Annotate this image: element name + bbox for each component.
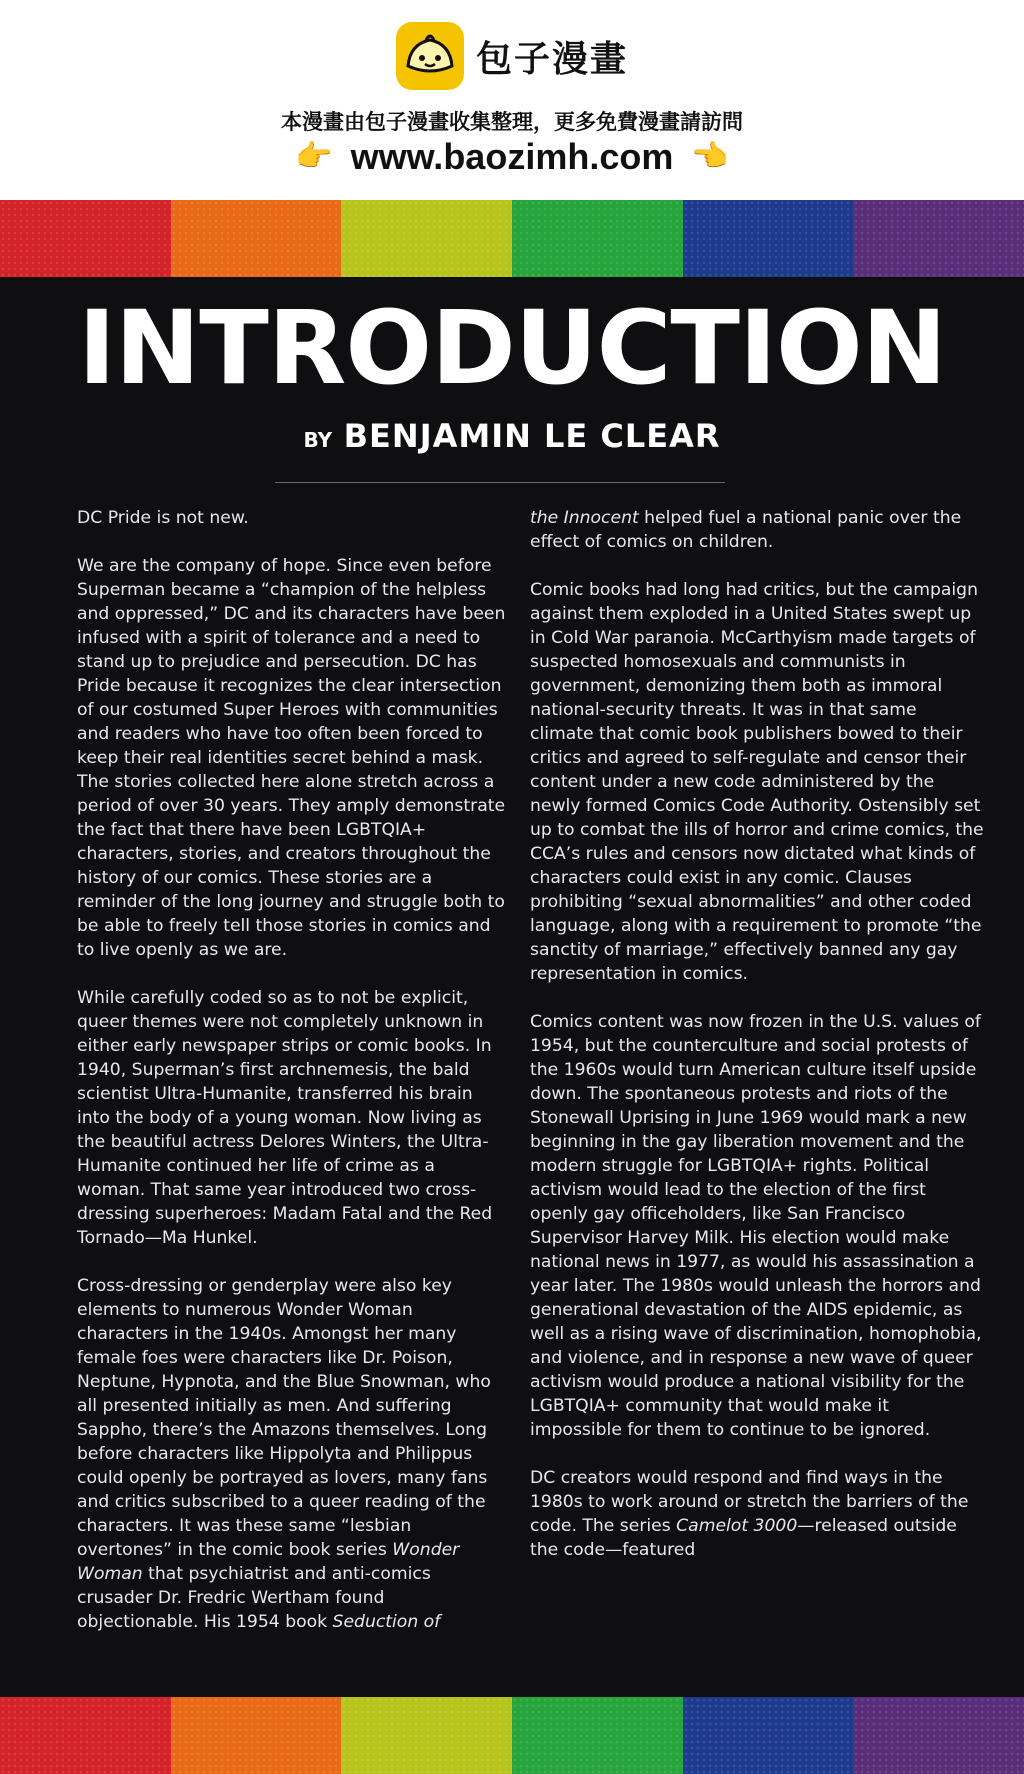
page-title: INTRODUCTION — [77, 289, 947, 408]
paragraph: We are the company of hope. Since even before Superman became a “champion of the helpless and oppressed,” DC and its characters have been infused with a spirit of tolerance and a need to stand up to prejudice and persecution. DC has Pride because it recognizes the clear intersection of our costumed Super Heroes with communities and readers who have too often been forced to keep their real identities secret behind a mask. The stories collected here alone stretch across a period of over 30 years. They amply demonstrate the fact that there have been LGBTQIA+ characters, stories, and creators throughout the history of our comics. These stories are a reminder of the long journey and struggle both to be able to freely tell those stories in comics and to live openly as we are. — [77, 556, 506, 960]
paragraph — [530, 1466, 985, 1562]
rainbow-stripe-orange — [171, 200, 342, 277]
title-wonder-woman: Wonder Woman — [77, 1540, 460, 1584]
rainbow-stripe-purple — [853, 1697, 1024, 1774]
rainbow-stripe-red — [0, 1697, 171, 1774]
paragraph — [530, 506, 985, 554]
byline — [0, 417, 1024, 455]
rainbow-stripe-blue — [683, 200, 854, 277]
paragraph — [77, 1274, 507, 1634]
rainbow-stripe-green — [512, 200, 683, 277]
watermark-logo-row — [0, 22, 1024, 90]
rainbow-stripe-purple — [853, 200, 1024, 277]
rainbow-stripe-yellow — [341, 200, 512, 277]
paragraph: DC Pride is not new. — [77, 508, 249, 528]
pointing-left-hand-icon: 👈 — [691, 139, 729, 174]
rainbow-stripe-yellow — [341, 1697, 512, 1774]
watermark-url-link[interactable]: www.baozimh.com — [350, 136, 674, 177]
watermark-url-row — [0, 136, 1024, 178]
paragraph-text: —released outside the code—featured — [530, 1516, 957, 1560]
paragraph: Comics content was now frozen in the U.S. values of 1954, but the counterculture and social protests of the 1960s would turn American culture itself upside down. The spontaneous protests and riots of the Stonewall Uprising in June 1969 would mark a new beginning in the gay liberation movement and the modern struggle for LGBTQIA+ rights. Political activism would lead to the election of the first openly gay officeholders, like San Francisco Supervisor Harvey Milk. His election would make national news in 1977, as would his assassination a year later. The 1980s would unleash the horrors and generational devastation of the AIDS epidemic, as well as a rising wave of discrimination, homophobia, and violence, and in response a new wave of queer activism would produce a national visibility for the LGBTQIA+ community that would make it impossible for them to continue to be ignored. — [530, 1012, 982, 1440]
body-column-left — [77, 506, 507, 1634]
paragraph-text: DC creators would respond and find ways in the 1980s to work around or stretch the barriers of the code. The series — [530, 1468, 969, 1536]
paragraph-text: Cross-dressing or genderplay were also key elements to numerous Wonder Woman characters in the 1940s. Amongst her many female foes were characters like Dr. Poison, Neptune, Hypnota, and the Blue Snowman, who all presented initially as men. And suffering Sappho, there’s the Amazons themselves. Long before characters like Hippolyta and Philippus could openly be portrayed as lovers, many fans and critics subscribed to a queer reading of the characters. It was these same “lesbian overtones” in the comic book series — [77, 1276, 491, 1560]
watermark-banner — [0, 0, 1024, 200]
watermark-brand: 包子漫畫 — [475, 38, 628, 80]
byline-author: BENJAMIN LE CLEAR — [343, 417, 721, 455]
pointing-right-hand-icon: 👉 — [295, 139, 333, 174]
rainbow-bar-top — [0, 200, 1024, 277]
rainbow-stripe-orange — [171, 1697, 342, 1774]
body-column-right — [530, 506, 985, 1562]
rainbow-stripe-green — [512, 1697, 683, 1774]
paragraph: While carefully coded so as to not be explicit, queer themes were not completely unknown in either early newspaper strips or comic books. In 1940, Superman’s first archnemesis, the bald scientist Ultra-Humanite, transferred his brain into the body of a young woman. Now living as the beautiful actress Delores Winters, the Ultra-Humanite continued her life of crime as a woman. That same year introduced two cross-dressing superheroes: Madam Fatal and the Red Tornado—Ma Hunkel. — [77, 988, 493, 1248]
title-the-innocent: the Innocent — [530, 508, 639, 528]
paragraph-text: helped fuel a national panic over the effect of comics on children. — [530, 508, 962, 552]
watermark-notice: 本漫畫由包子漫畫收集整理，更多免費漫畫請訪問 — [281, 110, 743, 134]
rainbow-stripe-blue — [683, 1697, 854, 1774]
bun-logo-icon — [396, 22, 464, 90]
title-seduction-of: Seduction of — [332, 1612, 441, 1632]
paragraph-text: that psychiatrist and anti-comics crusader Dr. Fredric Wertham found objectionable. His 1954 book — [77, 1564, 431, 1632]
rainbow-stripe-red — [0, 200, 171, 277]
title-camelot-3000: Camelot 3000 — [676, 1516, 798, 1536]
byline-by: BY — [303, 428, 333, 452]
title-divider — [275, 482, 725, 483]
paragraph: Comic books had long had critics, but the campaign against them exploded in a United States swept up in Cold War paranoia. McCarthyism made targets of suspected homosexuals and communists in government, demonizing them both as immoral national-security threats. It was in that same climate that comic book publishers bowed to their critics and agreed to self-regulate and censor their content under a new code administered by the newly formed Comics Code Authority. Ostensibly set up to combat the ills of horror and crime comics, the CCA’s rules and censors now dictated what kinds of characters could exist in any comic. Clauses prohibiting “sexual abnormalities” and other coded language, along with a requirement to promote “the sanctity of marriage,” effectively banned any gay representation in comics. — [530, 580, 984, 984]
rainbow-bar-bottom — [0, 1697, 1024, 1774]
